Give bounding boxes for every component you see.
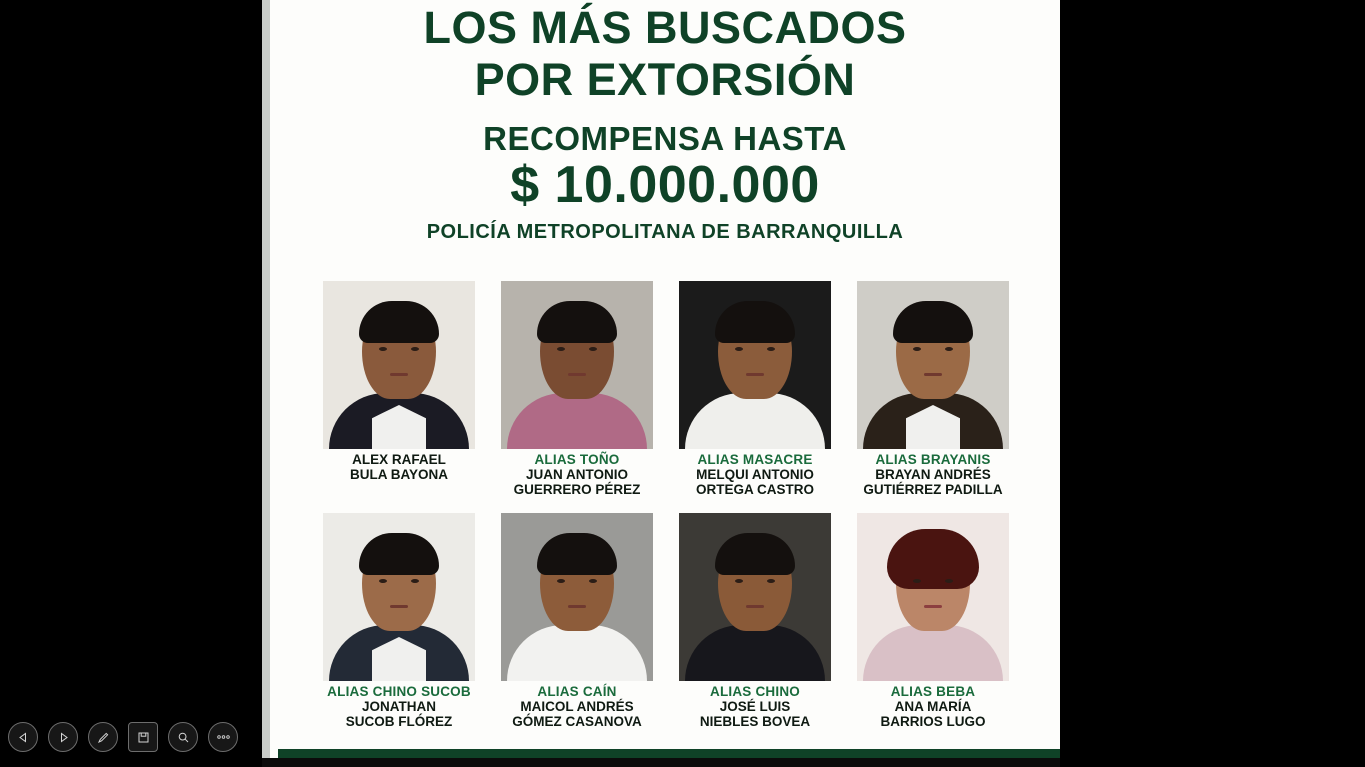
name-line-1: JOSÉ LUIS: [719, 699, 791, 714]
more-options-icon[interactable]: [208, 722, 238, 752]
zoom-icon[interactable]: [168, 722, 198, 752]
page-edge-shadow: [262, 0, 270, 767]
wanted-card: [672, 513, 838, 729]
wanted-card: [316, 281, 482, 482]
poster-title-line-2: POR EXTORSIÓN: [474, 54, 856, 105]
mugshot-caption: [494, 452, 660, 497]
agency-name: POLICÍA METROPOLITANA DE BARRANQUILLA: [426, 221, 904, 243]
alias-text: ALIAS TOÑO: [534, 452, 620, 467]
name-line-1: JONATHAN: [362, 699, 436, 714]
wanted-card: [850, 281, 1016, 497]
name-line-2: GÓMEZ CASANOVA: [512, 714, 642, 729]
wanted-card: [316, 513, 482, 729]
alias-text: ALIAS CAÍN: [537, 684, 617, 699]
name-line-1: JUAN ANTONIO: [525, 467, 628, 482]
name-line-2: ORTEGA CASTRO: [696, 482, 814, 497]
name-line-2: BULA BAYONA: [349, 467, 448, 482]
wanted-card: [672, 281, 838, 497]
mugshot-caption: [672, 684, 838, 729]
save-icon[interactable]: [128, 722, 158, 752]
reward-amount: $ 10.000.000: [510, 156, 820, 214]
name-line-2: GUERRERO PÉREZ: [513, 482, 641, 497]
alias-text: ALIAS BRAYANIS: [875, 452, 991, 467]
name-line-1: BRAYAN ANDRÉS: [875, 467, 991, 482]
wanted-card: [494, 513, 660, 729]
mugshot-photo: [323, 281, 475, 449]
alias-text: ALIAS BEBA: [890, 684, 976, 699]
mugshot-photo: [323, 513, 475, 681]
wanted-poster: [270, 0, 1060, 767]
wanted-card: [850, 513, 1016, 729]
mugshot-photo: [857, 281, 1009, 449]
wanted-row-1: [316, 281, 1016, 497]
mugshot-photo: [501, 281, 653, 449]
wanted-grid: [316, 281, 1016, 729]
viewer-toolbar: [0, 707, 262, 767]
mugshot-caption: [672, 452, 838, 497]
alias-text: ALIAS MASACRE: [697, 452, 813, 467]
name-line-1: ANA MARÍA: [894, 699, 972, 714]
alias-text: ALIAS CHINO SUCOB: [327, 684, 471, 699]
poster-title-line-1: LOS MÁS BUSCADOS: [423, 2, 907, 53]
pen-annotate-icon[interactable]: [88, 722, 118, 752]
document-page[interactable]: [262, 0, 1060, 767]
alias-text: ALIAS CHINO: [710, 684, 800, 699]
mugshot-caption: [316, 452, 482, 482]
page-bottom-shadow: [262, 758, 1060, 767]
name-line-1: MAICOL ANDRÉS: [520, 699, 634, 714]
name-line-2: GUTIÉRREZ PADILLA: [863, 482, 1003, 497]
name-line-1: MELQUI ANTONIO: [696, 467, 814, 482]
mugshot-photo: [501, 513, 653, 681]
next-page-icon[interactable]: [48, 722, 78, 752]
name-line-2: SUCOB FLÓREZ: [345, 714, 453, 729]
name-line-1: ALEX RAFAEL: [352, 452, 446, 467]
name-line-2: BARRIOS LUGO: [880, 714, 986, 729]
name-line-2: NIEBLES BOVEA: [699, 714, 811, 729]
mugshot-photo: [679, 513, 831, 681]
wanted-row-2: [316, 513, 1016, 729]
previous-page-icon[interactable]: [8, 722, 38, 752]
mugshot-photo: [857, 513, 1009, 681]
mugshot-caption: [494, 684, 660, 729]
reward-label: RECOMPENSA HASTA: [483, 120, 847, 157]
wanted-card: [494, 281, 660, 497]
mugshot-caption: [850, 452, 1016, 497]
mugshot-photo: [679, 281, 831, 449]
mugshot-caption: [850, 684, 1016, 729]
mugshot-caption: [316, 684, 482, 729]
